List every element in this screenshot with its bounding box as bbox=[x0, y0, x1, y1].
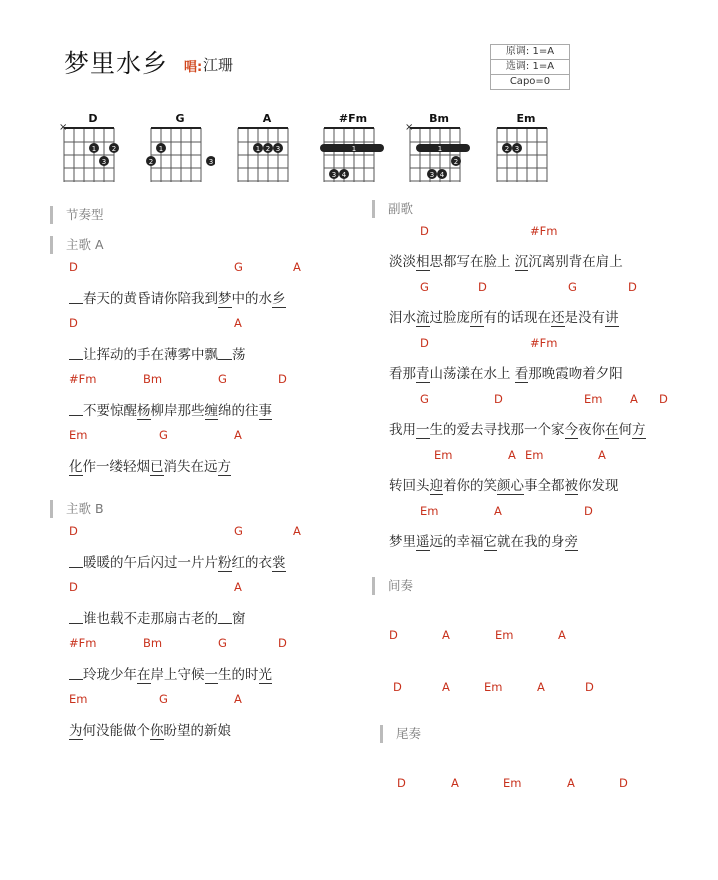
lyric-line: 谁也载不走那扇古老的 窗 bbox=[69, 607, 246, 627]
chord-label: Em bbox=[495, 628, 514, 642]
key-info-box bbox=[490, 44, 570, 90]
chord-name: #Fm bbox=[338, 112, 368, 125]
chord-label: A bbox=[451, 776, 459, 790]
chord-name: Em bbox=[516, 112, 536, 125]
lyric-line: 泪水流过脸庞所有的话现在还是没有讲 bbox=[389, 310, 619, 326]
chord-label: D bbox=[420, 224, 429, 238]
chord-label: Em bbox=[525, 448, 544, 462]
svg-text:3: 3 bbox=[101, 158, 107, 166]
chord-label: A bbox=[630, 392, 638, 406]
chord-label: A bbox=[442, 628, 450, 642]
chord-label: A bbox=[234, 316, 242, 330]
chord-label: D bbox=[69, 524, 78, 538]
chord-label: D bbox=[619, 776, 628, 790]
chord-label: A bbox=[293, 524, 301, 538]
chord-label: D bbox=[420, 336, 429, 350]
svg-text:2: 2 bbox=[453, 158, 459, 166]
chord-diagram-fsharp-m bbox=[318, 112, 388, 184]
svg-text:2: 2 bbox=[111, 145, 117, 153]
chord-label: D bbox=[659, 392, 668, 406]
svg-text:3: 3 bbox=[429, 171, 435, 179]
chord-diagram-bm bbox=[404, 112, 474, 184]
chord-label: D bbox=[584, 504, 593, 518]
section-verse-b: 主歌 B bbox=[50, 500, 104, 518]
chord-name: G bbox=[175, 112, 185, 125]
chord-label: A bbox=[442, 680, 450, 694]
chord-label: Em bbox=[69, 692, 88, 706]
fretboard-fsharp-m bbox=[318, 112, 388, 184]
section-rhythm: 节奏型 bbox=[50, 206, 104, 224]
fretboard-d bbox=[58, 112, 128, 184]
lyric-line: 化作一缕轻烟已消失在远方 bbox=[69, 459, 231, 475]
chord-label: #Fm bbox=[69, 636, 97, 650]
chord-name: A bbox=[262, 112, 272, 125]
chord-label: G bbox=[234, 524, 243, 538]
chord-label: A bbox=[537, 680, 545, 694]
chord-label: D bbox=[628, 280, 637, 294]
chord-label: Bm bbox=[143, 372, 163, 386]
chord-label: G bbox=[159, 692, 168, 706]
lyric-line: 我用一生的爱去寻找那一个家今夜你在何方 bbox=[389, 422, 646, 438]
selected-key: 选调: 1=A bbox=[491, 60, 569, 75]
svg-text:2: 2 bbox=[504, 145, 510, 153]
svg-text:3: 3 bbox=[275, 145, 281, 153]
chord-label: A bbox=[558, 628, 566, 642]
lyric-line: 春天的黄昏请你陪我到梦中的水乡 bbox=[69, 287, 286, 307]
capo: Capo=0 bbox=[509, 76, 551, 87]
chord-label: #Fm bbox=[530, 224, 558, 238]
section-interlude: 间奏 bbox=[372, 577, 413, 595]
svg-text:1: 1 bbox=[437, 145, 443, 153]
chord-label: D bbox=[494, 392, 503, 406]
svg-text:×: × bbox=[405, 122, 414, 133]
svg-text:3: 3 bbox=[208, 158, 214, 166]
chord-name: D bbox=[88, 112, 98, 125]
lyric-line: 为何没能做个你盼望的新娘 bbox=[69, 723, 231, 739]
lyric-line: 转回头迎着你的笑颜心事全都被你发现 bbox=[389, 478, 619, 494]
fretboard-g bbox=[145, 112, 215, 184]
lyric-line: 让挥动的手在薄雾中飘 荡 bbox=[69, 343, 246, 363]
chord-label: A bbox=[508, 448, 516, 462]
chord-label: D bbox=[389, 628, 398, 642]
fretboard-em bbox=[491, 112, 561, 184]
chord-label: G bbox=[218, 372, 227, 386]
chord-label: D bbox=[69, 316, 78, 330]
chord-label: D bbox=[478, 280, 487, 294]
chord-label: G bbox=[420, 280, 429, 294]
chord-label: #Fm bbox=[530, 336, 558, 350]
singer-icon: 唱: bbox=[184, 60, 203, 75]
chord-label: Em bbox=[434, 448, 453, 462]
fretboard-bm bbox=[404, 112, 474, 184]
chord-label: D bbox=[69, 260, 78, 274]
svg-text:2: 2 bbox=[265, 145, 271, 153]
chord-diagram-a bbox=[232, 112, 302, 184]
section-verse-a: 主歌 A bbox=[50, 236, 104, 254]
section-chorus: 副歌 bbox=[372, 200, 413, 218]
chord-label: Em bbox=[584, 392, 603, 406]
original-key: 原调: 1=A bbox=[491, 45, 569, 60]
chord-name: Bm bbox=[429, 112, 449, 125]
svg-text:2: 2 bbox=[148, 158, 154, 166]
chord-label: Em bbox=[69, 428, 88, 442]
singer-name: 江珊 bbox=[203, 56, 234, 74]
chord-label: A bbox=[234, 580, 242, 594]
chord-label: A bbox=[598, 448, 606, 462]
chord-label: D bbox=[393, 680, 402, 694]
chord-label: A bbox=[567, 776, 575, 790]
chord-label: G bbox=[568, 280, 577, 294]
fretboard-a bbox=[232, 112, 302, 184]
lyric-line: 玲珑少年在岸上守候一生的时光 bbox=[69, 663, 272, 683]
chord-diagram-d bbox=[58, 112, 128, 184]
chord-label: A bbox=[234, 692, 242, 706]
svg-text:4: 4 bbox=[439, 171, 445, 179]
lyric-line: 暖暖的午后闪过一片片粉红的衣裳 bbox=[69, 551, 286, 571]
svg-text:×: × bbox=[59, 122, 68, 133]
chord-label: Bm bbox=[143, 636, 163, 650]
chord-diagram-g bbox=[145, 112, 215, 184]
chord-label: Em bbox=[503, 776, 522, 790]
chord-label: A bbox=[234, 428, 242, 442]
chord-label: D bbox=[397, 776, 406, 790]
svg-text:3: 3 bbox=[514, 145, 520, 153]
lyric-line: 淡淡相思都写在脸上 沉沉离别背在肩上 bbox=[389, 254, 623, 270]
chord-label: D bbox=[69, 580, 78, 594]
svg-text:1: 1 bbox=[91, 145, 97, 153]
chord-label: A bbox=[494, 504, 502, 518]
chord-label: G bbox=[159, 428, 168, 442]
svg-text:1: 1 bbox=[351, 145, 357, 153]
chord-label: G bbox=[234, 260, 243, 274]
svg-text:1: 1 bbox=[158, 145, 164, 153]
chord-label: D bbox=[278, 372, 287, 386]
chord-label: G bbox=[218, 636, 227, 650]
section-outro: 尾奏 bbox=[380, 725, 421, 743]
lyric-line: 不要惊醒杨柳岸那些缠绵的往事 bbox=[69, 399, 272, 419]
lyric-line: 梦里遥远的幸福它就在我的身旁 bbox=[389, 534, 578, 550]
svg-text:3: 3 bbox=[331, 171, 337, 179]
chord-label: D bbox=[585, 680, 594, 694]
svg-text:4: 4 bbox=[341, 171, 347, 179]
chord-label: D bbox=[278, 636, 287, 650]
lyric-line: 看那青山荡漾在水上 看那晚霞吻着夕阳 bbox=[389, 366, 623, 382]
chord-label: A bbox=[293, 260, 301, 274]
svg-text:1: 1 bbox=[255, 145, 261, 153]
chord-label: Em bbox=[420, 504, 439, 518]
chord-label: Em bbox=[484, 680, 503, 694]
song-title: 梦里水乡 bbox=[64, 49, 169, 78]
chord-label: G bbox=[420, 392, 429, 406]
chord-label: #Fm bbox=[69, 372, 97, 386]
chord-diagram-em bbox=[491, 112, 561, 184]
